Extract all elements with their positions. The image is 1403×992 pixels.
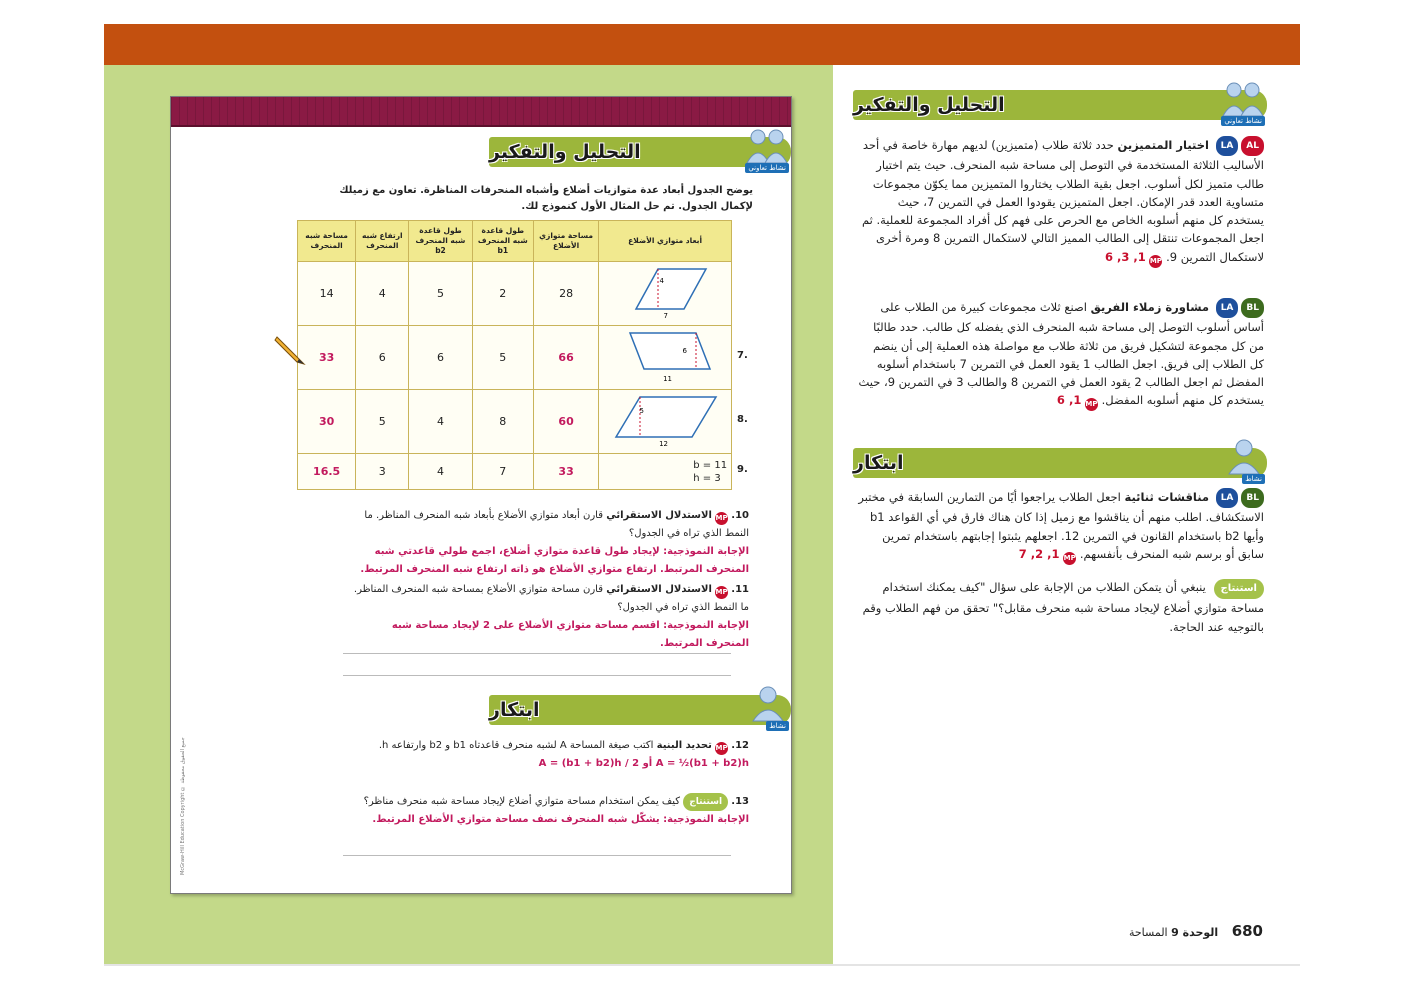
dimension-labels — [599, 454, 732, 490]
cell-height: 3 — [356, 454, 409, 490]
question-body: اكتب صيغة المساحة A لشبه منحرف قاعدتاه b1 و b2 وارتفاعه h. — [378, 740, 654, 751]
sheet-header-strip — [171, 97, 791, 127]
student-sheet — [170, 96, 792, 894]
writing-line — [343, 653, 731, 654]
dimension-h: h = 3 — [693, 472, 721, 484]
ref-icon: MP — [1149, 255, 1162, 268]
page-footer — [1129, 922, 1263, 940]
figure-label: 7 — [663, 312, 669, 320]
para-conclusion — [858, 578, 1264, 636]
figure-label: 4 — [659, 277, 665, 285]
para-experts — [858, 136, 1264, 268]
person-icon — [743, 683, 793, 730]
exercise-number: 8. — [737, 414, 748, 425]
table-row — [298, 326, 732, 390]
ref-icon: MP — [1063, 552, 1076, 565]
table-row — [298, 454, 732, 490]
th-b2: طول قاعدة شبه المنحرف b2 — [409, 221, 472, 262]
cell-height: 6 — [356, 326, 409, 390]
figure-label: 11 — [663, 375, 673, 383]
banner-tag: نشاط تعاوني — [745, 163, 789, 173]
question-number: 10. — [731, 510, 749, 521]
conclusion-tag: استنتاج — [683, 793, 728, 811]
question-number: 12. — [731, 740, 749, 751]
exercise-number: 9. — [737, 464, 748, 475]
question-head: الاستدلال الاستقرائي — [606, 510, 712, 521]
top-color-bar — [104, 24, 1300, 65]
person-icon — [1219, 436, 1269, 483]
para-head: مشاورة زملاء الفريق — [1090, 300, 1210, 314]
question-head: الاستدلال الاستقرائي — [606, 584, 712, 595]
para-body: اجعل الطلاب يراجعوا أيًا من التمارين السابقة في مختبر الاستكشاف. اطلب منهم أن يناقشوا مع زميل إذا كان هناك فارق في أي القواعد b1 وأيها b2 باستخدام القانون في التمرين 12. اجعلهم يثبتوا إجابتهم باستخدام تمرين سابق أو برسم شبه المنحرف بأنفسهم. — [858, 490, 1264, 561]
copyright-note: McGraw-Hill Education Copyright © جميع الحقوق محفوظة — [180, 737, 186, 875]
exercise-number: 7. — [737, 350, 748, 361]
parallelogram-figure — [599, 326, 732, 390]
unit-label: الوحدة 9 — [1171, 926, 1219, 939]
pencil-icon — [273, 333, 307, 367]
figure-label: 5 — [639, 407, 645, 415]
para-teammates — [858, 298, 1264, 411]
people-icon — [1219, 78, 1269, 125]
cell-b1: 5 — [472, 326, 533, 390]
para-body: حدد ثلاثة طلاب (متميزين) لديهم مهارة خاصة في أحد الأساليب الثلاثة المستخدمة في التوصل إلى مساحة شبه المنحرف. حيث يتم اختيار طالب متميز لكل أسلوب. اجعل بقية الطلاب يختاروا المتميزين مما يكوّن مجموعات متساوية العدد قدر الإمكان. اجعل المتميزين يقودوا العمل في التمرين 7، حيث يستخدم كل منهم أسلوبه الخاص مع الحرص على فهم كل أفراد المجموعة للعملية. ثم اجعل المجموعات تنتقل إلى الطالب المميز التالي لاستكمال التمرين 8 ومرة أخرى لاستكمال التمرين 9. — [861, 138, 1264, 264]
cell-b1: 7 — [472, 454, 533, 490]
cell-trap-area: 14 — [298, 262, 356, 326]
answer-trap-area: 33 — [298, 326, 356, 390]
th-height: ارتفاع شبه المنحرف — [356, 221, 409, 262]
mp-icon: MP — [715, 512, 728, 525]
banner-analyze-think — [853, 90, 1267, 125]
question-12 — [351, 737, 749, 773]
question-body: قارن مساحة متوازي الأضلاع بمساحة شبه المنحرف المناظر. ما النمط الذي تراه في الجدول؟ — [353, 584, 749, 613]
para-body: اصنع ثلاث مجموعات كبيرة من الطلاب على أساس أسلوب التوصل إلى مساحة شبه المنحرف الذي يفضله كل طالب. حدد طالبًا من كل مجموعة لتشكيل فريق من ثلاثة طلاب مع مواصلة هذه العملية إلى أن ينضم كل الطلاب إلى فريق. اجعل الطالب 1 يقود العمل في التمرين 7 باستخدام أسلوبه المفضل ثم اجعل الطالب 2 يقود العمل في التمرين 8 والطالب 3 في التمرين 9، حيث يستخدم كل منهم أسلوبه المفضل. — [858, 300, 1264, 408]
conclusion-tag: استنتاج — [1214, 579, 1264, 599]
cell-b2: 5 — [409, 262, 472, 326]
sheet-banner-create — [489, 695, 791, 730]
ref-icon: MP — [1085, 398, 1098, 411]
banner-tag: نشاط تعاوني — [1221, 116, 1265, 126]
th-para-area: مساحة متوازي الأضلاع — [533, 221, 598, 262]
table-header-row — [298, 221, 732, 262]
cell-b2: 6 — [409, 326, 472, 390]
cell-b1: 2 — [472, 262, 533, 326]
banner-title: التحليل والتفكير — [489, 141, 641, 163]
answer-para-area: 66 — [533, 326, 598, 390]
cell-height: 5 — [356, 390, 409, 454]
answer-text: الإجابة النموذجية: لإيجاد طول قاعدة متوازي أضلاع، اجمع طولي قاعدتي شبه المنحرف المرتبط. ارتفاع متوازي الأضلاع هو ذاته ارتفاع شبه المنحرف المرتبط. — [360, 546, 749, 575]
question-number: 11. — [731, 584, 749, 595]
th-b1: طول قاعدة شبه المنحرف b1 — [472, 221, 533, 262]
cell-height: 4 — [356, 262, 409, 326]
table-intro: يوضح الجدول أبعاد عدة متوازيات أضلاع وأشباه المنحرفات المناظرة. تعاون مع زميلك لإكمال الجدول. تم حل المثال الأول كنموذج لك. — [339, 185, 753, 212]
answer-text: الإجابة النموذجية: يشكّل شبه المنحرف نصف مساحة متوازي الأضلاع المرتبط. — [372, 814, 749, 825]
writing-line — [343, 675, 731, 676]
unit-title: المساحة — [1128, 926, 1168, 939]
answer-trap-area: 30 — [298, 390, 356, 454]
para-head: مناقشات ثنائية — [1124, 490, 1210, 504]
para-head: اختيار المتميزين — [1117, 138, 1209, 152]
parallelogram-figure — [599, 390, 732, 454]
banner-tag: نشاط — [766, 721, 789, 731]
dimensions-table — [297, 220, 732, 490]
page-number: 680 — [1231, 922, 1263, 940]
dimension-b: b = 11 — [693, 459, 728, 471]
figure-label: 6 — [682, 347, 688, 355]
question-11 — [351, 581, 749, 653]
question-10 — [351, 507, 749, 579]
question-head: تحديد البنية — [656, 740, 712, 751]
writing-line — [343, 855, 731, 856]
badge-la: LA — [1216, 298, 1239, 318]
banner-title: التحليل والتفكير — [853, 94, 1005, 116]
question-13 — [351, 793, 749, 829]
parallelogram-figure — [599, 262, 732, 326]
ref-numbers: 1, 2, 7 — [1018, 546, 1060, 561]
cell-b2: 4 — [409, 390, 472, 454]
ref-numbers: 1, 3, 6 — [1104, 249, 1146, 264]
answer-trap-area: 16.5 — [298, 454, 356, 490]
answer-para-area: 60 — [533, 390, 598, 454]
answer-para-area: 33 — [533, 454, 598, 490]
sheet-banner-analyze — [489, 137, 791, 172]
figure-label: 12 — [659, 440, 669, 448]
question-body: كيف يمكن استخدام مساحة متوازي أضلاع لإيجاد مساحة شبه منحرف مناظر؟ — [363, 796, 681, 807]
para-body: ينبغي أن يتمكن الطلاب من الإجابة على سؤال "كيف يمكنك استخدام مساحة متوازي أضلاع لإيجاد مساحة شبه منحرف مقابل؟" تحقق من فهم الطلاب وقم بالتوجيه عند الحاجة. — [862, 580, 1264, 634]
people-icon — [743, 125, 793, 172]
table-row — [298, 390, 732, 454]
cell-b2: 4 — [409, 454, 472, 490]
para-pairs — [858, 488, 1264, 565]
cell-para-area: 28 — [533, 262, 598, 326]
answer-text: الإجابة النموذجية: اقسم مساحة متوازي الأضلاع على 2 لإيجاد مساحة شبه المنحرف المرتبط. — [391, 620, 749, 649]
badge-la: LA — [1216, 488, 1239, 508]
banner-create — [853, 448, 1267, 483]
badge-la: LA — [1216, 136, 1239, 156]
th-trap-area: مساحة شبه المنحرف — [298, 221, 356, 262]
banner-title: ابتكار — [853, 452, 904, 474]
badge-bl: BL — [1241, 488, 1264, 508]
answer-formula: A = ½(b1 + b2)h أو A = (b1 + b2)h / 2 — [538, 758, 749, 769]
badge-bl: BL — [1241, 298, 1264, 318]
mp-icon: MP — [715, 586, 728, 599]
cell-b1: 8 — [472, 390, 533, 454]
banner-tag: نشاط — [1242, 474, 1265, 484]
question-body: قارن أبعاد متوازي الأضلاع بأبعاد شبه المنحرف المناظر. ما النمط الذي تراه في الجدول؟ — [364, 510, 749, 539]
banner-title: ابتكار — [489, 699, 540, 721]
badge-al: AL — [1241, 136, 1264, 156]
th-parallelogram: أبعاد متوازي الأضلاع — [599, 221, 732, 262]
bottom-rule — [104, 964, 1300, 966]
mp-icon: MP — [715, 742, 728, 755]
question-number: 13. — [731, 796, 749, 807]
table-row — [298, 262, 732, 326]
ref-numbers: 1, 6 — [1056, 393, 1082, 408]
